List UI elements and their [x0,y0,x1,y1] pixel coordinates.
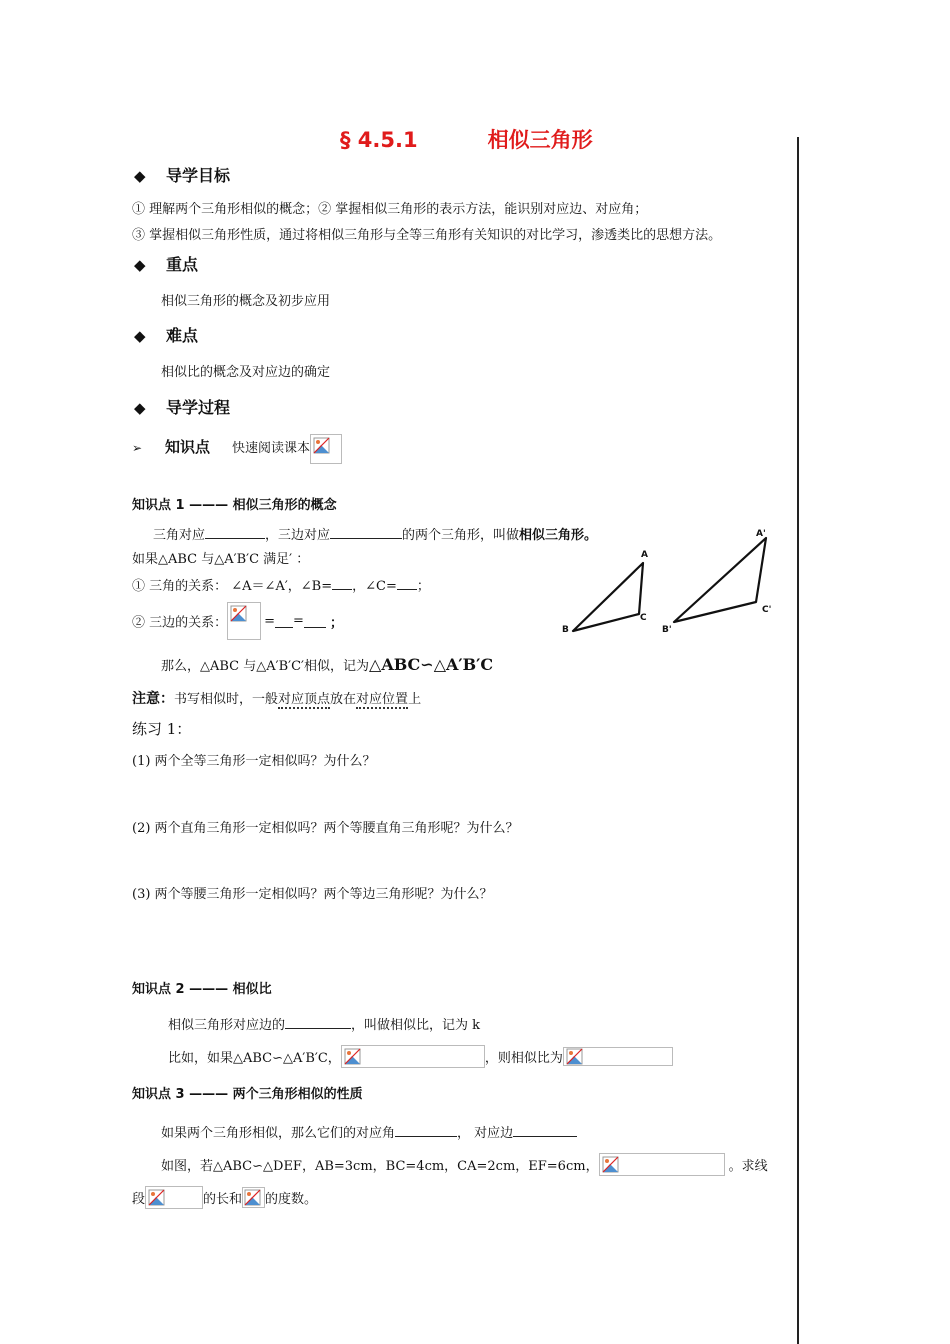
kp2-heading: 知识点 2 ——— 相似比 [132,982,272,997]
kp1-angles: ① 三角的关系： ∠A＝∠A′，∠B= ，∠C= ； [132,579,430,594]
goals-line-1: ① 理解两个三角形相似的概念；② 掌握相似三角形的表示方法，能识别对应边、对应角； [132,202,648,217]
answer-blank[interactable] [330,526,402,539]
exercise1-q3: (3) 两个等腰三角形一定相似吗？两个等边三角形呢？为什么？ [132,887,493,902]
triangle-a-prime-b-prime-c-prime [662,529,771,635]
kp2-example: 比如，如果△ABC∽△A′B′C， ，则相似比为 [168,1045,673,1068]
answer-blank[interactable] [395,1124,457,1137]
page-title: § 4.5.1 相似三角形 [340,128,593,152]
diamond-bullet-icon: ◆ [134,399,146,417]
arrow-bullet-icon: ➢ [132,441,143,455]
kp1-heading: 知识点 1 ——— 相似三角形的概念 [132,498,337,513]
vertex-label-b-prime: B' [662,625,672,635]
vertex-label-c: C [640,613,647,623]
answer-blank[interactable] [397,577,417,590]
goals-heading: ◆ 导学目标 [134,166,231,185]
exercise1-heading: 练习 1： [132,720,192,738]
broken-image-icon [563,1047,673,1066]
answer-blank[interactable] [205,526,265,539]
knowledge-row [132,434,342,464]
vertex-label-b: B [562,625,569,635]
kp1-sides: ② 三边的关系： = = ； [132,602,343,640]
similarity-notation: △ABC∽△A′B′C [369,655,494,674]
broken-image-icon [242,1187,265,1208]
exercise1-q1: (1) 两个全等三角形一定相似吗？为什么？ [132,754,376,769]
kp1-note: 注意：书写相似时，一般对应顶点放在对应位置上 [132,691,422,707]
broken-image-icon [227,602,261,640]
answer-blank[interactable] [285,1016,351,1029]
broken-image-icon [145,1186,203,1209]
vertex-label-c-prime: C' [762,605,772,615]
triangle-abc [562,550,648,635]
kp3-heading: 知识点 3 ——— 两个三角形相似的性质 [132,1087,363,1102]
diamond-bullet-icon: ◆ [134,327,146,345]
answer-blank[interactable] [332,577,352,590]
similar-triangles-figure [556,524,786,640]
answer-blank[interactable] [275,615,293,628]
knowledge-text: 快速阅读课本 [232,441,311,456]
broken-image-icon [341,1045,485,1068]
kp1-then: 那么，△ABC 与△A′B′C′相似，记为△ABC∽△A′B′C [161,655,494,674]
diamond-bullet-icon: ◆ [134,256,146,274]
vertex-label-a-prime: A' [756,529,766,539]
kp1-condition: 如果△ABC 与△A′B′C 满足′ ： [132,552,310,567]
exercise1-q2: (2) 两个直角三角形一定相似吗？两个等腰直角三角形呢？为什么？ [132,821,519,836]
process-heading: ◆ 导学过程 [134,398,231,417]
kp3-example-cont: 段 的长和 的度数。 [132,1186,317,1209]
vertex-label-a: A [641,550,648,560]
goals-line-2: ③ 掌握相似三角形性质，通过将相似三角形与全等三角形有关知识的对比学习，渗透类比的思想方法。 [132,228,722,243]
kp3-example: 如图，若△ABC∽△DEF，AB=3cm，BC=4cm，CA=2cm，EF=6cm， 。求线 [161,1153,768,1176]
answer-blank[interactable] [304,615,326,628]
answer-blank[interactable] [513,1124,577,1137]
knowledge-label: 知识点 [165,438,211,456]
page-margin-line [797,137,799,1344]
kp3-property: 如果两个三角形相似，那么它们的对应角 ， 对应边 [161,1122,577,1141]
diamond-bullet-icon: ◆ [134,167,146,185]
kp2-definition: 相似三角形对应边的 ，叫做相似比，记为 k [168,1018,481,1033]
kp1-definition: 三角对应 ，三边对应 的两个三角形，叫做相似三角形。 [153,528,598,543]
difficulty-heading: ◆ 难点 [134,326,199,345]
difficulty-text: 相似比的概念及对应边的确定 [161,365,331,380]
broken-image-icon [310,434,342,464]
key-point-heading: ◆ 重点 [134,255,199,274]
key-point-text: 相似三角形的概念及初步应用 [161,294,331,309]
broken-image-icon [599,1153,725,1176]
